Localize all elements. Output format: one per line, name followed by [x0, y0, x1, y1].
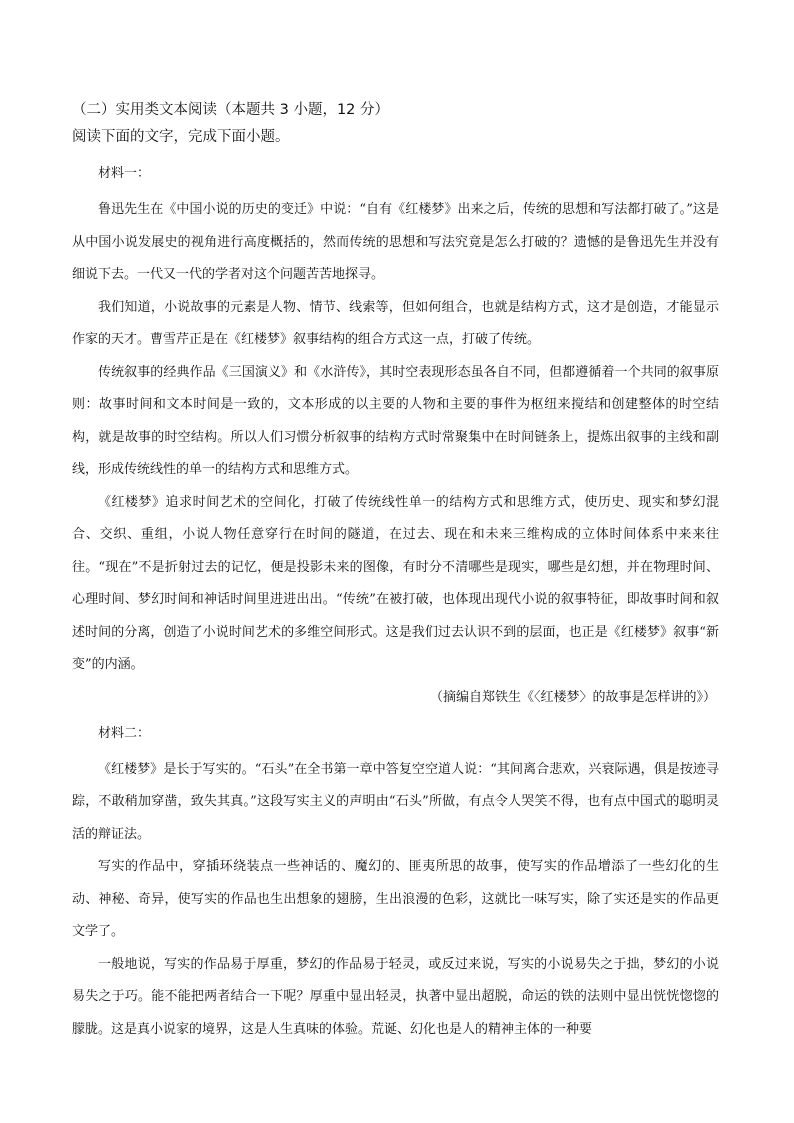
material-one-paragraph-3: 传统叙事的经典作品《三国演义》和《水浒传》，其时空表现形态虽各自不同，但都遵循着一个共同的叙事原则：故事时间和文本时间是一致的，文本形成的以主要的人物和主要的事件为枢纽来搅结和创建整体的时空结构，就是故事的时空结构。所以人们习惯分析叙事的结构方式时常聚集中在时间链条上，提炼出叙事的主线和副线，形成传统线性的单一的结构方式和思维方式。 — [72, 364, 719, 477]
section-heading: （二）实用类文本阅读（本题共 3 小题，12 分） — [72, 102, 390, 118]
reading-instruction: 阅读下面的文字，完成下面小题。 — [72, 129, 290, 145]
material-one-paragraph-4: 《红楼梦》追求时间艺术的空间化，打破了传统线性单一的结构方式和思维方式，使历史、现实和梦幻混合、交织、重组，小说人物任意穿行在时间的隧道，在过去、现在和未来三维构成的立体时间体系中来来往往。“现在”不是折射过去的记忆，便是投影未来的图像，有时分不清哪些是现实，哪些是幻想，并在物理时间、心理时间、梦幻时间和神话时间里进进出出。“传统”在被打破，也体现出现代小说的叙事特征，即故事时间和叙述时间的分离，创造了小说时间艺术的多维空间形式。这是我们过去认识不到的层面，也正是《红楼梦》叙事“新变”的内涵。 — [72, 494, 719, 672]
material-one-paragraph-2: 我们知道，小说故事的元素是人物、情节、线索等，但如何组合，也就是结构方式，这才是创造，才能显示作家的天才。曹雪芹正是在《红楼梦》叙事结构的组合方式这一点，打破了传统。 — [72, 299, 719, 347]
material-one-source: （摘编自郑铁生《〈红楼梦〉的故事是怎样讲的》） — [429, 689, 716, 705]
material-two-paragraph-2: 写实的作品中，穿插环绕装点一些神话的、魔幻的、匪夷所思的故事，使写实的作品增添了一些幻化的生动、神秘、奇异，使写实的作品也生出想象的翅膀，生出浪漫的色彩，这就比一味写实，除了实还是实的作品更文学了。 — [72, 859, 719, 939]
material-two-label: 材料二： — [98, 725, 151, 741]
material-two-paragraph-1: 《红楼梦》是长于写实的。“石头”在全书第一章中答复空空道人说：“其间离合悲欢，兴衰际遇，俱是按迹寻踪，不敢稍加穿凿，致失其真。”这段写实主义的声明由“石头”所做，有点令人哭笑不得，也有点中国式的聪明灵活的辩证法。 — [72, 761, 719, 842]
material-one-paragraph-1: 鲁迅先生在《中国小说的历史的变迁》中说：“自有《红楼梦》出来之后，传统的思想和写法都打破了。”这是从中国小说发展史的视角进行高度概括的，然而传统的思想和写法究竟是怎么打破的？遗憾的是鲁迅先生并没有细说下去。一代又一代的学者对这个问题苦苦地探寻。 — [72, 202, 719, 282]
material-one-label: 材料一： — [98, 166, 151, 181]
material-two-paragraph-3: 一般地说，写实的作品易于厚重，梦幻的作品易于轻灵，或反过来说，写实的小说易失之于拙，梦幻的小说易失之于巧。能不能把两者结合一下呢？厚重中显出轻灵，执著中显出超脱，命运的铁的法则中显出恍恍惚惚的朦胧。这是真小说家的境界，这是人生真味的体验。荒诞、幻化也是人的精神主体的一种要 — [72, 956, 719, 1037]
